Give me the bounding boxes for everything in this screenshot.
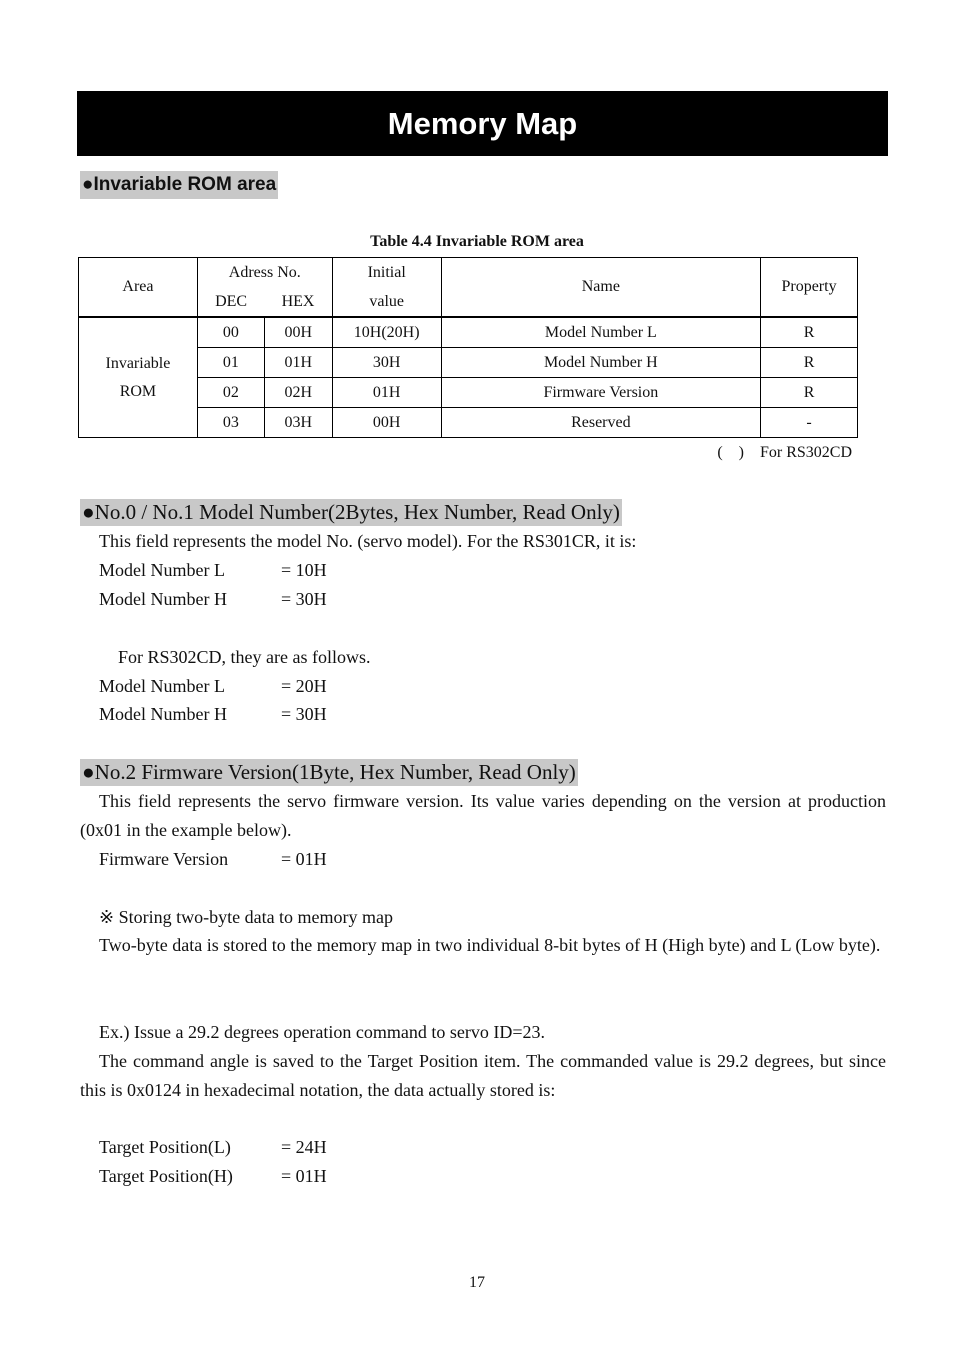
kv-key: Target Position(L) (99, 1137, 231, 1157)
two-byte-note-body: Two-byte data is stored to the memory map in two individual 8-bit bytes of H (High byte) and L (Low byte). (99, 935, 881, 955)
header-initial-line1: Initial (332, 258, 441, 288)
model-number-heading: ●No.0 / No.1 Model Number(2Bytes, Hex Number, Read Only) (82, 500, 620, 524)
cell-initial: 01H (332, 378, 441, 408)
rom-area-heading: ●Invariable ROM area (80, 171, 278, 199)
cell-name: Firmware Version (441, 378, 760, 408)
cell-hex: 01H (264, 348, 332, 378)
firmware-intro: This field represents the servo firmware version. Its value varies depending on the version at production (0x01 in the example below). (80, 791, 886, 840)
cell-property: R (761, 317, 858, 348)
firmware-version-heading: ●No.2 Firmware Version(1Byte, Hex Number, Read Only) (82, 760, 576, 784)
kv-key: Target Position(H) (99, 1166, 233, 1186)
two-byte-note-title: ※ Storing two-byte data to memory map (99, 907, 394, 927)
header-area: Area (79, 258, 198, 318)
cell-dec: 00 (197, 317, 264, 348)
cell-initial: 30H (332, 348, 441, 378)
cell-hex: 03H (264, 408, 332, 438)
cell-hex: 00H (264, 317, 332, 348)
cell-hex: 02H (264, 378, 332, 408)
cell-initial: 00H (332, 408, 441, 438)
page-title: Memory Map (387, 105, 578, 141)
kv-value: = 01H (281, 849, 327, 869)
kv-value: = 30H (281, 589, 327, 609)
kv-value: = 30H (281, 704, 327, 724)
rs302-model-h (99, 700, 327, 729)
table-row (79, 317, 858, 348)
kv-key: Model Number L (99, 560, 225, 580)
kv-value: = 20H (281, 676, 327, 696)
rs302-model-l (99, 672, 327, 701)
cell-property: R (761, 378, 858, 408)
header-hex: HEX (264, 287, 332, 317)
page-number: 17 (469, 1274, 485, 1291)
cell-name: Model Number L (441, 317, 760, 348)
target-position-l (99, 1133, 327, 1162)
cell-dec: 02 (197, 378, 264, 408)
cell-property: R (761, 348, 858, 378)
rs302-intro: For RS302CD, they are as follows. (118, 647, 371, 667)
header-dec: DEC (197, 287, 264, 317)
cell-dec: 03 (197, 408, 264, 438)
rs301-model-l (99, 556, 327, 585)
page-title-bar (77, 91, 888, 156)
example-body: The command angle is saved to the Target Position item. The commanded value is 29.2 degrees, but since this is 0x0124 in hexadecimal notation, the data actually stored is: (80, 1051, 886, 1100)
header-address: Adress No. (197, 258, 332, 288)
kv-key: Model Number L (99, 676, 225, 696)
cell-name: Model Number H (441, 348, 760, 378)
rs301-model-h (99, 585, 327, 614)
kv-key: Model Number H (99, 704, 227, 724)
target-position-h (99, 1162, 327, 1191)
table-note: ( ) For RS302CD (717, 444, 852, 461)
table-header-row (79, 258, 858, 288)
header-initial-line2: value (332, 287, 441, 317)
cell-dec: 01 (197, 348, 264, 378)
firmware-version-value (99, 845, 327, 874)
cell-name: Reserved (441, 408, 760, 438)
kv-value: = 24H (281, 1137, 327, 1157)
header-name: Name (441, 258, 760, 318)
kv-key: Firmware Version (99, 849, 229, 869)
model-number-intro: This field represents the model No. (servo model). For the RS301CR, it is: (99, 531, 637, 551)
cell-property: - (761, 408, 858, 438)
example-line: Ex.) Issue a 29.2 degrees operation command to servo ID=23. (99, 1022, 546, 1042)
table-caption: Table 4.4 Invariable ROM area (370, 233, 584, 250)
header-property: Property (761, 258, 858, 318)
invariable-rom-table (78, 257, 858, 438)
kv-value: = 10H (281, 560, 327, 580)
area-cell (79, 317, 198, 438)
area-label-line1: Invariable (105, 354, 171, 372)
area-label-line2: ROM (119, 382, 157, 400)
cell-initial: 10H(20H) (332, 317, 441, 348)
kv-value: = 01H (281, 1166, 327, 1186)
kv-key: Model Number H (99, 589, 227, 609)
